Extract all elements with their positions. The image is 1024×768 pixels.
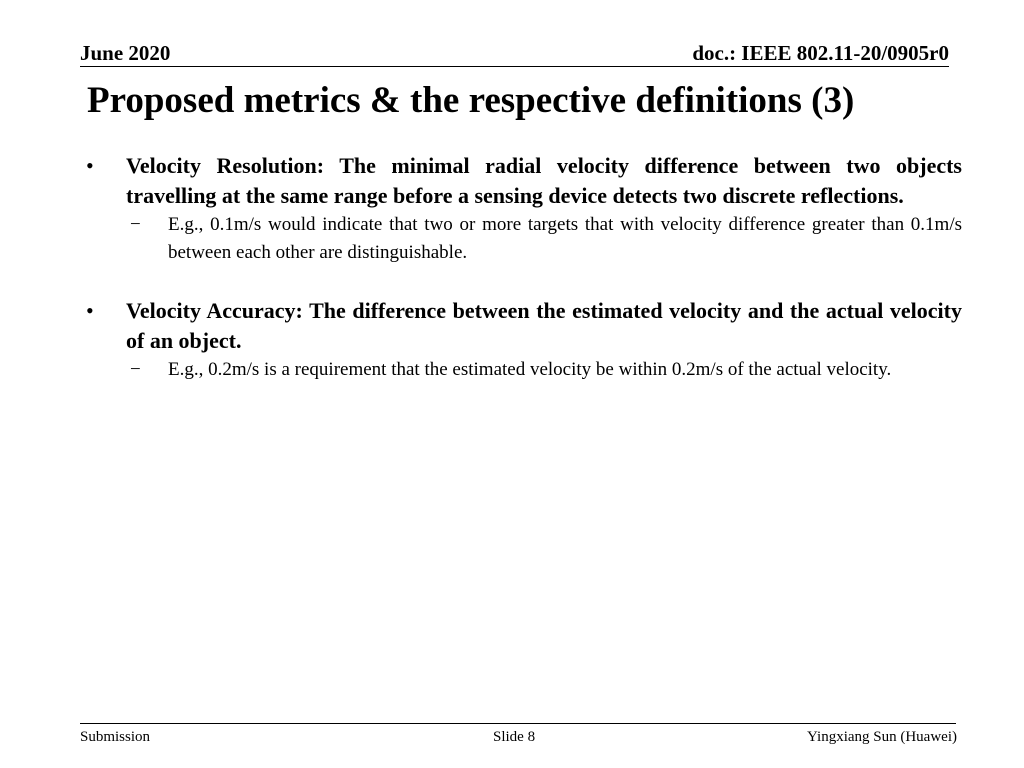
sub-bullet-text: E.g., 0.1m/s would indicate that two or more targets that with velocity difference greater than 0.1m/s between each other are distinguishable. xyxy=(168,214,962,263)
footer-author: Yingxiang Sun (Huawei) xyxy=(807,729,957,745)
bullet-text: Velocity Accuracy: The difference between the estimated velocity and the actual velocity of an object. xyxy=(126,298,962,353)
sub-bullet-marker: − xyxy=(130,214,141,235)
bullet-marker: • xyxy=(86,298,94,323)
footer-submission: Submission xyxy=(80,729,151,745)
slide-body xyxy=(86,151,962,384)
header-date: June 2020 xyxy=(80,41,171,65)
sub-bullet-velocity-resolution-example xyxy=(86,211,962,267)
bullet-text: Velocity Resolution: The minimal radial velocity difference between two objects travelling at the same range before a sensing device detects two discrete reflections. xyxy=(126,153,962,208)
header-doc-id: doc.: IEEE 802.11-20/0905r0 xyxy=(692,41,949,65)
header-divider xyxy=(80,66,949,67)
slide-title: Proposed metrics & the respective definitions (3) xyxy=(87,80,855,121)
spacer xyxy=(86,267,962,296)
bullet-velocity-accuracy xyxy=(86,296,962,356)
sub-bullet-marker: − xyxy=(130,359,141,380)
bullet-marker: • xyxy=(86,153,94,178)
sub-bullet-velocity-accuracy-example xyxy=(86,356,962,384)
bullet-velocity-resolution xyxy=(86,151,962,211)
footer-slide-number: Slide 8 xyxy=(493,729,536,745)
sub-bullet-text: E.g., 0.2m/s is a requirement that the estimated velocity be within 0.2m/s of the actual velocity. xyxy=(168,359,892,380)
footer-divider xyxy=(80,723,956,724)
